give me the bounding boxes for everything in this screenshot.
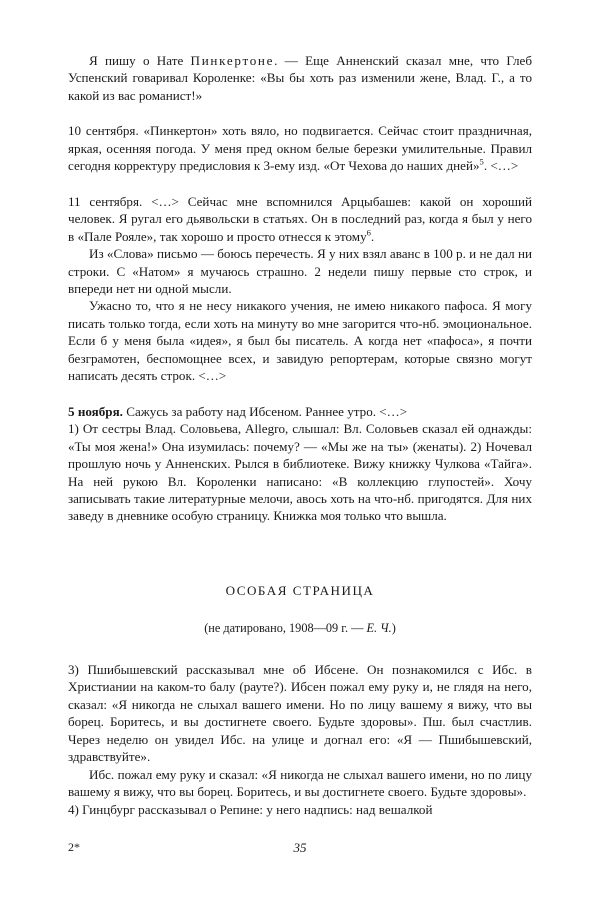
emphasis-spaced-pinkertone: Пинкертоне [190,53,275,68]
paragraph-text-tail: , слышал: Вл. Соловьев сказал ей однажды: «Ты моя жена!» Она изумилась: почему? — «Мы же на ты» (женаты). 2) Ночевал прошлую ночь у Анненских. Рылся в библиотеке. Вижу книжку Чулкова «Тайга». На ней рукою Вл. Короленки написано: «В коллекцию глупостей». Хочу записывать такие литературные мелочи, авось хоть на что-нб. пригодятся. Для них заведу в дневнике особую страницу. Книжка моя только что вышла. [68,421,532,524]
page-footer [68,840,532,860]
entry-date-label: 5 ноября. [68,403,123,419]
section-spacer-above [68,525,532,583]
paragraph-numbered-items [68,420,532,525]
paragraph-text-tail: . <…> [483,158,519,174]
footnote-marker-6: 6 [366,227,371,238]
paragraph-nov-5 [68,403,532,420]
paragraph-przybyszewski: 3) Пшибышевский рассказывал мне об Ибсене. Он познакомился с Ибс. в Христиании на каком-то балу (рауте?). Ибсен пожал ему руку и, не глядя на него, сказал: «Я никогда не слыхал вашего имени. Но по лицу вашему я вижу, что вы борец. Боритесь, и вы достигнете своего. Будьте здоровы». Пш. был счастлив. Через неделю он увидел Ибс. на улице и догнал его: «Я — Пшибышевский, здравствуйте». [68,661,532,765]
paragraph-pinkerton [68,52,532,104]
section-heading: ОСОБАЯ СТРАНИЦА [225,582,375,598]
paragraph-text-lead: 1) От сестры Влад. Соловьева, [68,421,246,437]
section-subtitle [68,621,532,636]
subtitle-initials: Е. Ч. [366,620,392,635]
paragraph-spacer [68,385,532,403]
latin-word-allegro: Allegro [245,421,286,437]
paragraph-pafos: Ужасно то, что я не несу никакого учения, не имею никакого пафоса. Я могу писать только тогда, если хоть на минуту во мне загорится что-нб. эмоциональное. Если б у меня была «идея», я был бы писатель. А когда нет «пафоса», я почти безграмотен, беспомощнее всех, и завидую репортерам, которые связно могут написать десять строк. <…> [68,298,532,384]
paragraph-text-lead: Я пишу о Нате [89,53,191,68]
paragraph-sept-10 [68,122,532,174]
paragraph-spacer [68,175,532,193]
section-spacer-mid [68,599,532,621]
paragraph-ginzburg: 4) Гинцбург рассказывал о Репине: у него надпись: над вешалкой [68,801,433,817]
paragraph-spacer [68,104,532,122]
paragraph-text-lead: 10 сентября. «Пинкертон» хоть вяло, но подвигается. Сейчас стоит праздничная, яркая, осенняя погода. У меня пред окном белые березки умилительные. Правил сегодня корректуру предисловия к 3-ему изд. «От Чехова до наших дней» [68,123,532,174]
entry-text: Сажусь за работу над Ибсеном. Раннее утро. <…> [122,403,408,419]
subtitle-text-tail: ) [391,620,396,635]
signature-mark: 2* [68,840,80,854]
page-text-block [68,52,532,818]
subtitle-text-lead: (не датировано, 1908—09 г. — [204,620,367,635]
paragraph-sept-11 [68,193,532,245]
paragraph-text-tail: . [370,228,375,244]
paragraph-slovo-letter: Из «Слова» письмо — боюсь перечесть. Я у них взял аванс в 100 р. и не дал ни строки. С «Натом» я мучаюсь страшно. 2 недели пишу первые сто строк, и впереди нет ни одной мысли. [68,246,532,296]
page-number: 35 [293,840,307,855]
paragraph-text-tail: . — Еще Анненский сказал мне, что Глеб Успенский говаривал Короленке: «Вы бы хоть раз изменили жене, Влад. Г., а то какой из вас романист!» [68,53,532,103]
section-spacer-below [68,636,532,661]
paragraph-ibsen-handshake: Ибс. пожал ему руку и сказал: «Я никогда не слыхал вашего имени, но по лицу вашему я вижу, что вы борец. Боритесь, и вы достигнете своего. Будьте здоровы». [68,766,532,800]
paragraph-text-lead: 11 сентября. <…> Сейчас мне вспомнился Арцыбашев: какой он хороший человек. Я ругал его дьявольски в статьях. Он в последний раз, когда я был у него в «Пале Рояле», так хорошо и просто отнесся к этому [68,193,532,244]
footnote-marker-5: 5 [479,156,484,167]
